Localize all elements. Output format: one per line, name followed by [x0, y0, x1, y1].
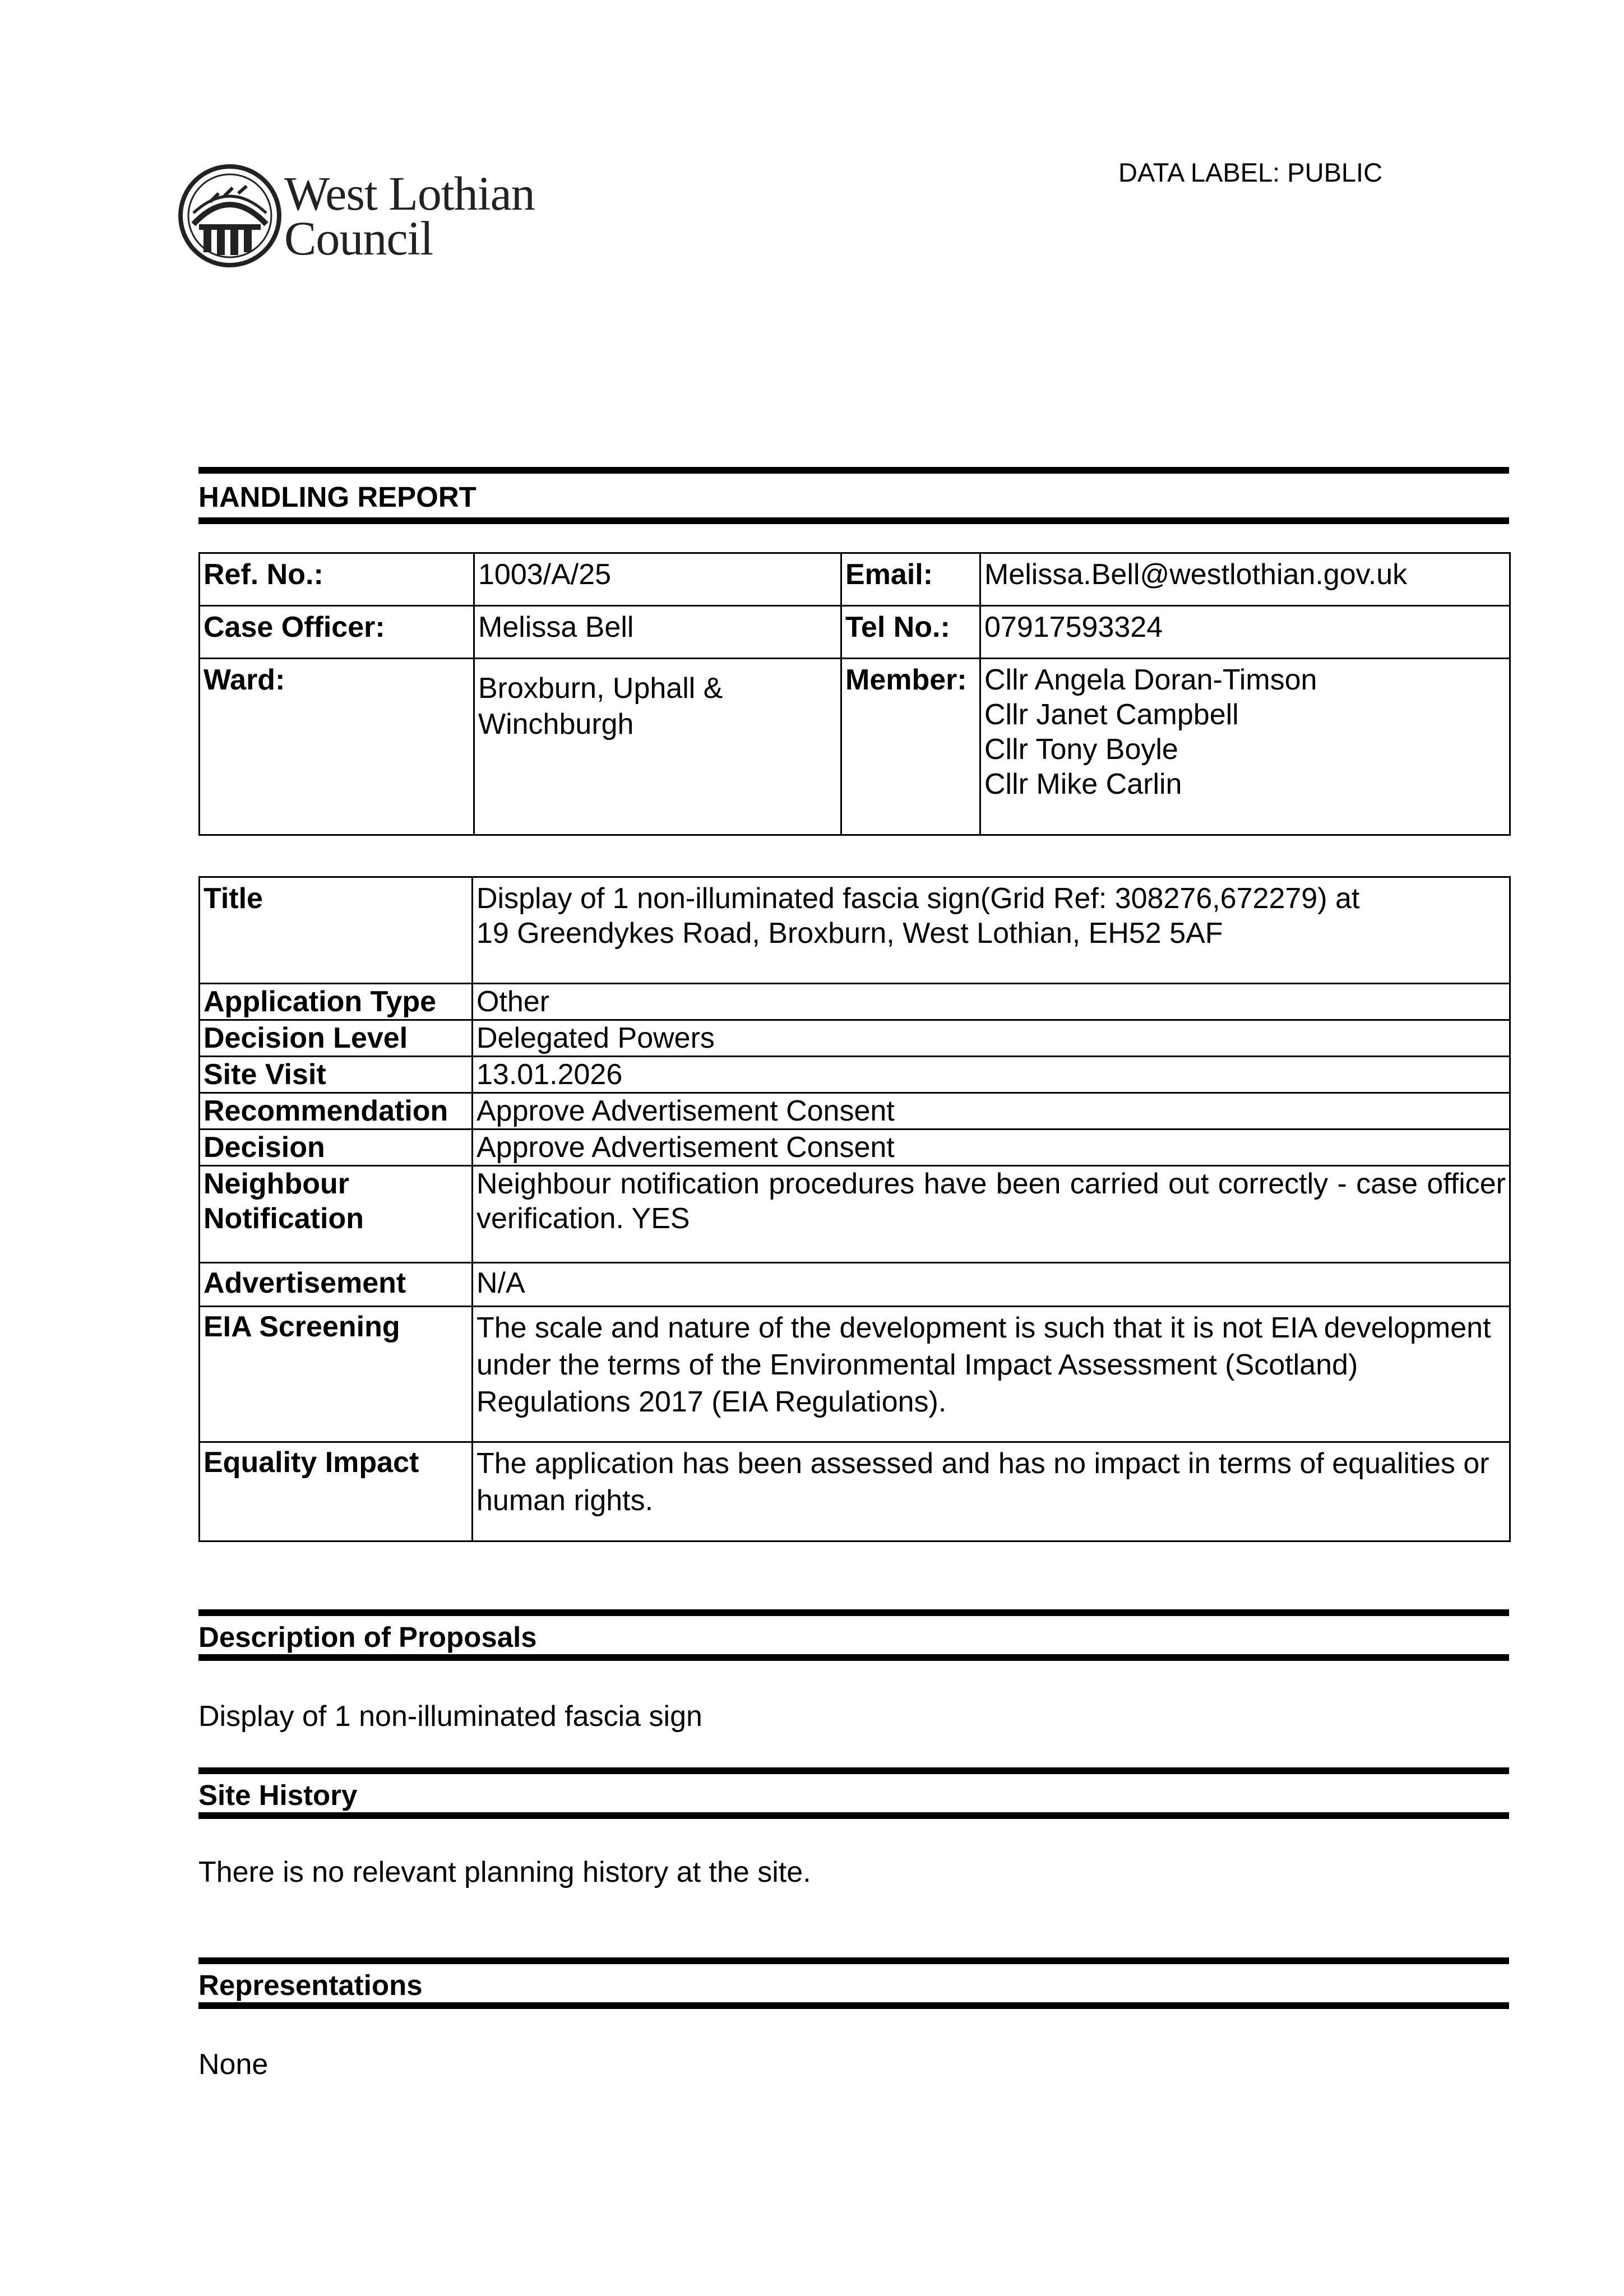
- table-row: [200, 1093, 1510, 1130]
- site-visit-value: 13.01.2026: [473, 1057, 1510, 1093]
- neighbour-notification-value: Neighbour notification procedures have been carried out correctly - case officer verification. YES: [473, 1166, 1510, 1263]
- ref-value: 1003/A/25: [474, 553, 841, 606]
- history-text: There is no relevant planning history at the site.: [198, 1856, 811, 1888]
- logo-text-line2: Council: [284, 211, 433, 265]
- equality-impact-value: The application has been assessed and has no impact in terms of equalities or human rights.: [473, 1442, 1510, 1542]
- ward-label: Ward:: [200, 659, 474, 835]
- tel-label: Tel No.:: [841, 606, 980, 659]
- member-label: Member:: [841, 659, 980, 835]
- rule-bottom: [198, 517, 1509, 524]
- member-item: Cllr Angela Doran-Timson: [984, 664, 1317, 696]
- table-row: [200, 606, 1510, 659]
- tel-value: 07917593324: [980, 606, 1510, 659]
- proposals-heading: Description of Proposals: [198, 1621, 537, 1653]
- member-item: Cllr Janet Campbell: [984, 698, 1239, 731]
- report-heading: HANDLING REPORT: [198, 481, 476, 513]
- handling-report-header: [198, 467, 1509, 524]
- advertisement-label: Advertisement: [200, 1263, 473, 1307]
- ref-label: Ref. No.:: [200, 553, 474, 606]
- ward-line: Broxburn, Uphall &: [478, 672, 723, 705]
- details-table-wrap: [198, 876, 1509, 1542]
- proposals-text: Display of 1 non-illuminated fascia sign: [198, 1700, 702, 1733]
- member-item: Cllr Tony Boyle: [984, 733, 1178, 766]
- title-label: Title: [200, 877, 473, 984]
- history-heading: Site History: [198, 1779, 358, 1811]
- decision-value: Approve Advertisement Consent: [473, 1130, 1510, 1166]
- table-row: [200, 984, 1510, 1020]
- decision-level-value: Delegated Powers: [473, 1020, 1510, 1057]
- neighbour-label-line: Neighbour: [203, 1168, 349, 1200]
- application-type-label: Application Type: [200, 984, 473, 1020]
- table-row: [200, 1057, 1510, 1093]
- rule-top: [198, 1767, 1509, 1774]
- ward-value: [474, 659, 841, 835]
- representations-heading: Representations: [198, 1969, 423, 2001]
- officer-table: [198, 552, 1511, 836]
- table-row: [200, 1020, 1510, 1057]
- details-table: [198, 876, 1511, 1542]
- representations-text: None: [198, 2048, 269, 2081]
- application-type-value: Other: [473, 984, 1510, 1020]
- case-officer-value: Melissa Bell: [474, 606, 841, 659]
- site-visit-label: Site Visit: [200, 1057, 473, 1093]
- decision-label: Decision: [200, 1130, 473, 1166]
- table-row: [200, 1307, 1510, 1442]
- rule-top: [198, 1609, 1509, 1616]
- table-row: [200, 1130, 1510, 1166]
- rule-bottom: [198, 1812, 1509, 1819]
- neighbour-notification-label: [200, 1166, 473, 1263]
- rule-top: [198, 467, 1509, 474]
- eia-screening-value: The scale and nature of the development is such that it is not EIA development under the terms of the Environmental Impact Assessment (Scotland) Regulations 2017 (EIA Regulations).: [473, 1307, 1510, 1442]
- email-value: Melissa.Bell@westlothian.gov.uk: [980, 553, 1510, 606]
- advertisement-value: N/A: [473, 1263, 1510, 1307]
- proposals-section: [198, 1609, 1509, 1661]
- rule-top: [198, 1957, 1509, 1964]
- rule-bottom: [198, 2002, 1509, 2009]
- table-row: [200, 877, 1510, 984]
- table-row: [200, 659, 1510, 835]
- neighbour-label-line: Notification: [203, 1202, 364, 1235]
- ward-line: Winchburgh: [478, 708, 634, 740]
- title-line: 19 Greendykes Road, Broxburn, West Lothian, EH52 5AF: [476, 917, 1223, 950]
- recommendation-label: Recommendation: [200, 1093, 473, 1130]
- council-logo: [177, 163, 558, 269]
- logo-text-line1: West Lothian: [284, 166, 535, 220]
- table-row: [200, 1263, 1510, 1307]
- case-officer-label: Case Officer:: [200, 606, 474, 659]
- recommendation-value: Approve Advertisement Consent: [473, 1093, 1510, 1130]
- officer-table-wrap: [198, 552, 1509, 836]
- equality-impact-label: Equality Impact: [200, 1442, 473, 1542]
- history-section: [198, 1767, 1509, 1819]
- eia-screening-label: EIA Screening: [200, 1307, 473, 1442]
- email-label: Email:: [841, 553, 980, 606]
- decision-level-label: Decision Level: [200, 1020, 473, 1057]
- member-list: [980, 659, 1510, 835]
- member-item: Cllr Mike Carlin: [984, 768, 1182, 800]
- rule-bottom: [198, 1654, 1509, 1661]
- title-value: [473, 877, 1510, 984]
- representations-section: [198, 1957, 1509, 2009]
- council-crest-icon: [177, 163, 283, 269]
- title-line: Display of 1 non-illuminated fascia sign(Grid Ref: 308276,672279) at: [476, 882, 1360, 915]
- data-label: DATA LABEL: PUBLIC: [1118, 158, 1383, 187]
- table-row: [200, 553, 1510, 606]
- table-row: [200, 1442, 1510, 1542]
- table-row: [200, 1166, 1510, 1263]
